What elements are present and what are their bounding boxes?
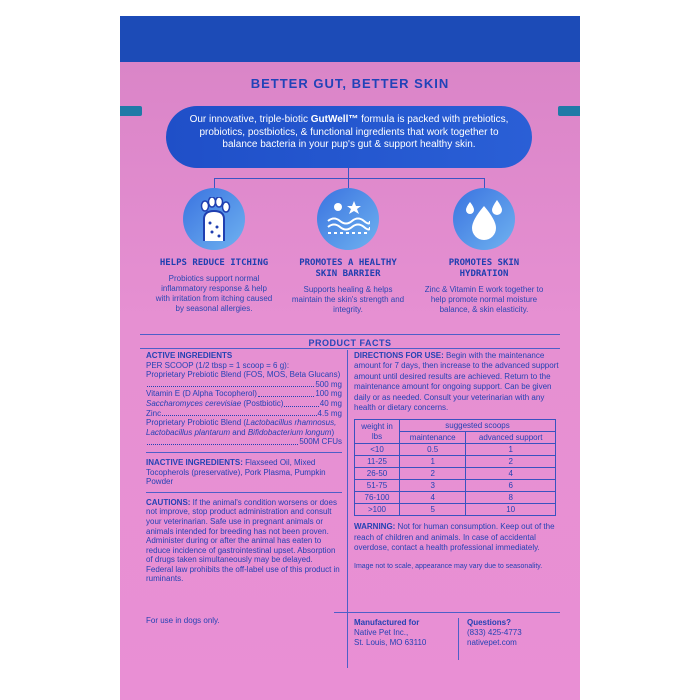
benefit-hydration xyxy=(424,188,544,315)
questions-phone: (833) 425-4773 xyxy=(467,628,522,637)
water-drops-icon xyxy=(453,188,515,250)
questions-info xyxy=(467,618,522,660)
section-rule xyxy=(146,492,342,493)
connector-line xyxy=(348,168,349,178)
vitamin-e-name: Vitamin E (D Alpha Tocopherol) xyxy=(146,389,257,399)
saccharomyces-name: Saccharomyces cerevisiae xyxy=(146,398,242,408)
dosing-row xyxy=(355,456,556,468)
warning xyxy=(354,522,560,553)
ingredients-column xyxy=(146,351,342,584)
product-facts-title: PRODUCT FACTS xyxy=(140,334,560,348)
maintenance-cell: 2 xyxy=(400,468,466,480)
weight-cell: 11-25 xyxy=(355,456,400,468)
connector-line xyxy=(484,178,485,188)
footer-divider xyxy=(334,612,560,613)
directions-text: Begin with the maintenance amount for 7 days, then increase to the advanced support amount until desired results are achieved. Return to the maintenance amount for ongoing support. Can be given daily or as needed. Consult your veterinarian with any health or dietary concerns. xyxy=(354,351,559,413)
directions-column xyxy=(354,351,560,572)
active-ingredients-header: ACTIVE INGREDIENTS xyxy=(146,351,233,360)
bag-clip-left xyxy=(120,106,142,116)
maintenance-header: maintenance xyxy=(400,432,466,444)
benefit-text: Supports healing & helps maintain the skin's strength and integrity. xyxy=(291,285,405,314)
cautions-header: CAUTIONS: xyxy=(146,497,191,507)
zinc-row xyxy=(146,409,342,419)
manufacturer-block xyxy=(354,618,560,660)
zinc-name: Zinc xyxy=(146,408,162,418)
column-divider xyxy=(347,350,348,668)
probiotic-row xyxy=(146,418,342,447)
advanced-cell: 1 xyxy=(466,444,556,456)
probiotic-bifido: Bifidobacterium longum xyxy=(247,427,332,437)
fine-print: Image not to scale, appearance may vary due to seasonality. xyxy=(354,562,543,570)
benefit-title: PROMOTES SKIN HYDRATION xyxy=(448,258,520,279)
weight-header: weight in lbs xyxy=(355,420,400,444)
paw-icon xyxy=(183,188,245,250)
cautions-text: If the animal's condition worsens or does not improve, stop product administration and consult your veterinarian. Safe use in pregnant animals or animals intended for breeding has not been proven. Administer during or after the animal has eaten to reduce incidence of gastrointestinal upset. Absorption of drugs taken simultaneously may be delayed. Federal law prohibits the off-label use of this product in ruminants. xyxy=(146,497,340,584)
dosing-row xyxy=(355,504,556,516)
dosing-table xyxy=(354,419,556,516)
weight-cell: 76-100 xyxy=(355,492,400,504)
manufacturer-line2: St. Louis, MO 63110 xyxy=(354,638,427,647)
benefit-itching xyxy=(154,188,274,314)
dogs-only-note: For use in dogs only. xyxy=(146,616,220,625)
bag-top-band xyxy=(120,16,580,62)
maintenance-cell: 1 xyxy=(400,456,466,468)
inactive-ingredients xyxy=(146,458,342,487)
benefit-text: Zinc & Vitamin E work together to help promote normal moisture balance, & skin elasticity. xyxy=(424,285,544,314)
inactive-header: INACTIVE INGREDIENTS: xyxy=(146,457,243,467)
manufacturer-info xyxy=(354,618,450,660)
weight-cell: <10 xyxy=(355,444,400,456)
saccharomyces-row xyxy=(146,399,342,409)
manufacturer-label: Manufactured for xyxy=(354,618,420,627)
dosing-row xyxy=(355,480,556,492)
prebiotic-amount: 500 mg xyxy=(315,379,342,389)
prebiotic-row xyxy=(146,370,342,389)
vitamin-e-amount: 100 mg xyxy=(315,389,342,399)
warning-text: Not for human consumption. Keep out of the reach of children and animals. In case of accidental overdose, contact a health professional immediately. xyxy=(354,522,555,553)
product-bag xyxy=(120,16,580,700)
connector-line xyxy=(214,178,215,188)
prebiotic-name: Proprietary Prebiotic Blend (FOS, MOS, Beta Glucans) xyxy=(146,370,341,380)
directions xyxy=(354,351,560,413)
probiotic-and: and xyxy=(230,427,248,437)
maintenance-cell: 5 xyxy=(400,504,466,516)
advanced-cell: 8 xyxy=(466,492,556,504)
skin-barrier-icon xyxy=(317,188,379,250)
maintenance-cell: 0.5 xyxy=(400,444,466,456)
probiotic-species: Lactobacillus rhamnosus, Lactobacillus plantarum xyxy=(146,418,337,437)
intro-after: formula is packed with prebiotics, probiotics, postbiotics, & functional ingredients that work together to balance bacteria in your pup's gut & support healthy skin. xyxy=(199,114,509,150)
cautions xyxy=(146,498,342,584)
saccharomyces-amount: 40 mg xyxy=(319,398,342,408)
questions-site: nativepet.com xyxy=(467,638,517,647)
dosing-row xyxy=(355,492,556,504)
probiotic-amount: 500M CFUs xyxy=(299,437,342,447)
weight-cell: 26-50 xyxy=(355,468,400,480)
intro-before: Our innovative, triple-biotic xyxy=(189,114,311,125)
advanced-header: advanced support xyxy=(466,432,556,444)
connector-line xyxy=(348,178,349,188)
advanced-cell: 2 xyxy=(466,456,556,468)
maintenance-cell: 3 xyxy=(400,480,466,492)
zinc-amount: 4.5 mg xyxy=(317,408,342,418)
benefit-title: HELPS REDUCE ITCHING xyxy=(159,258,269,268)
advanced-cell: 4 xyxy=(466,468,556,480)
per-scoop-line: PER SCOOP (1/2 tbsp = 1 scoop = 6 g): xyxy=(146,360,290,370)
directions-header: DIRECTIONS FOR USE: xyxy=(354,351,444,360)
inactive-text: Flaxseed Oil, Mixed Tocopherols (preservative), Pork Plasma, Pumpkin Powder xyxy=(146,457,326,487)
dosing-row xyxy=(355,444,556,456)
advanced-cell: 6 xyxy=(466,480,556,492)
weight-cell: >100 xyxy=(355,504,400,516)
footer-separator xyxy=(458,618,459,660)
probiotic-close: ) xyxy=(331,427,335,437)
intro-brand: GutWell™ xyxy=(310,114,359,125)
manufacturer-line1: Native Pet Inc., xyxy=(354,628,409,637)
probiotic-prefix: Proprietary Probiotic Blend ( xyxy=(146,418,247,428)
saccharomyces-suffix: (Postbiotic) xyxy=(241,398,284,408)
warning-header: WARNING: xyxy=(354,522,396,532)
benefit-text: Probiotics support normal inflammatory response & help with irritation from itching caused by seasonal allergies. xyxy=(155,274,273,313)
advanced-cell: 10 xyxy=(466,504,556,516)
suggested-scoops-header: suggested scoops xyxy=(400,420,556,432)
bag-clip-right xyxy=(558,106,580,116)
dosing-row xyxy=(355,468,556,480)
section-rule xyxy=(146,452,342,453)
headline: BETTER GUT, BETTER SKIN xyxy=(250,76,450,91)
vitamin-e-row xyxy=(146,389,342,399)
benefit-title: PROMOTES A HEALTHY SKIN BARRIER xyxy=(299,258,397,279)
connector-line xyxy=(214,178,484,179)
benefit-skin-barrier xyxy=(288,188,408,315)
weight-cell: 51-75 xyxy=(355,480,400,492)
facts-divider xyxy=(140,348,560,349)
questions-label: Questions? xyxy=(467,618,512,627)
intro-pill xyxy=(166,106,532,168)
maintenance-cell: 4 xyxy=(400,492,466,504)
